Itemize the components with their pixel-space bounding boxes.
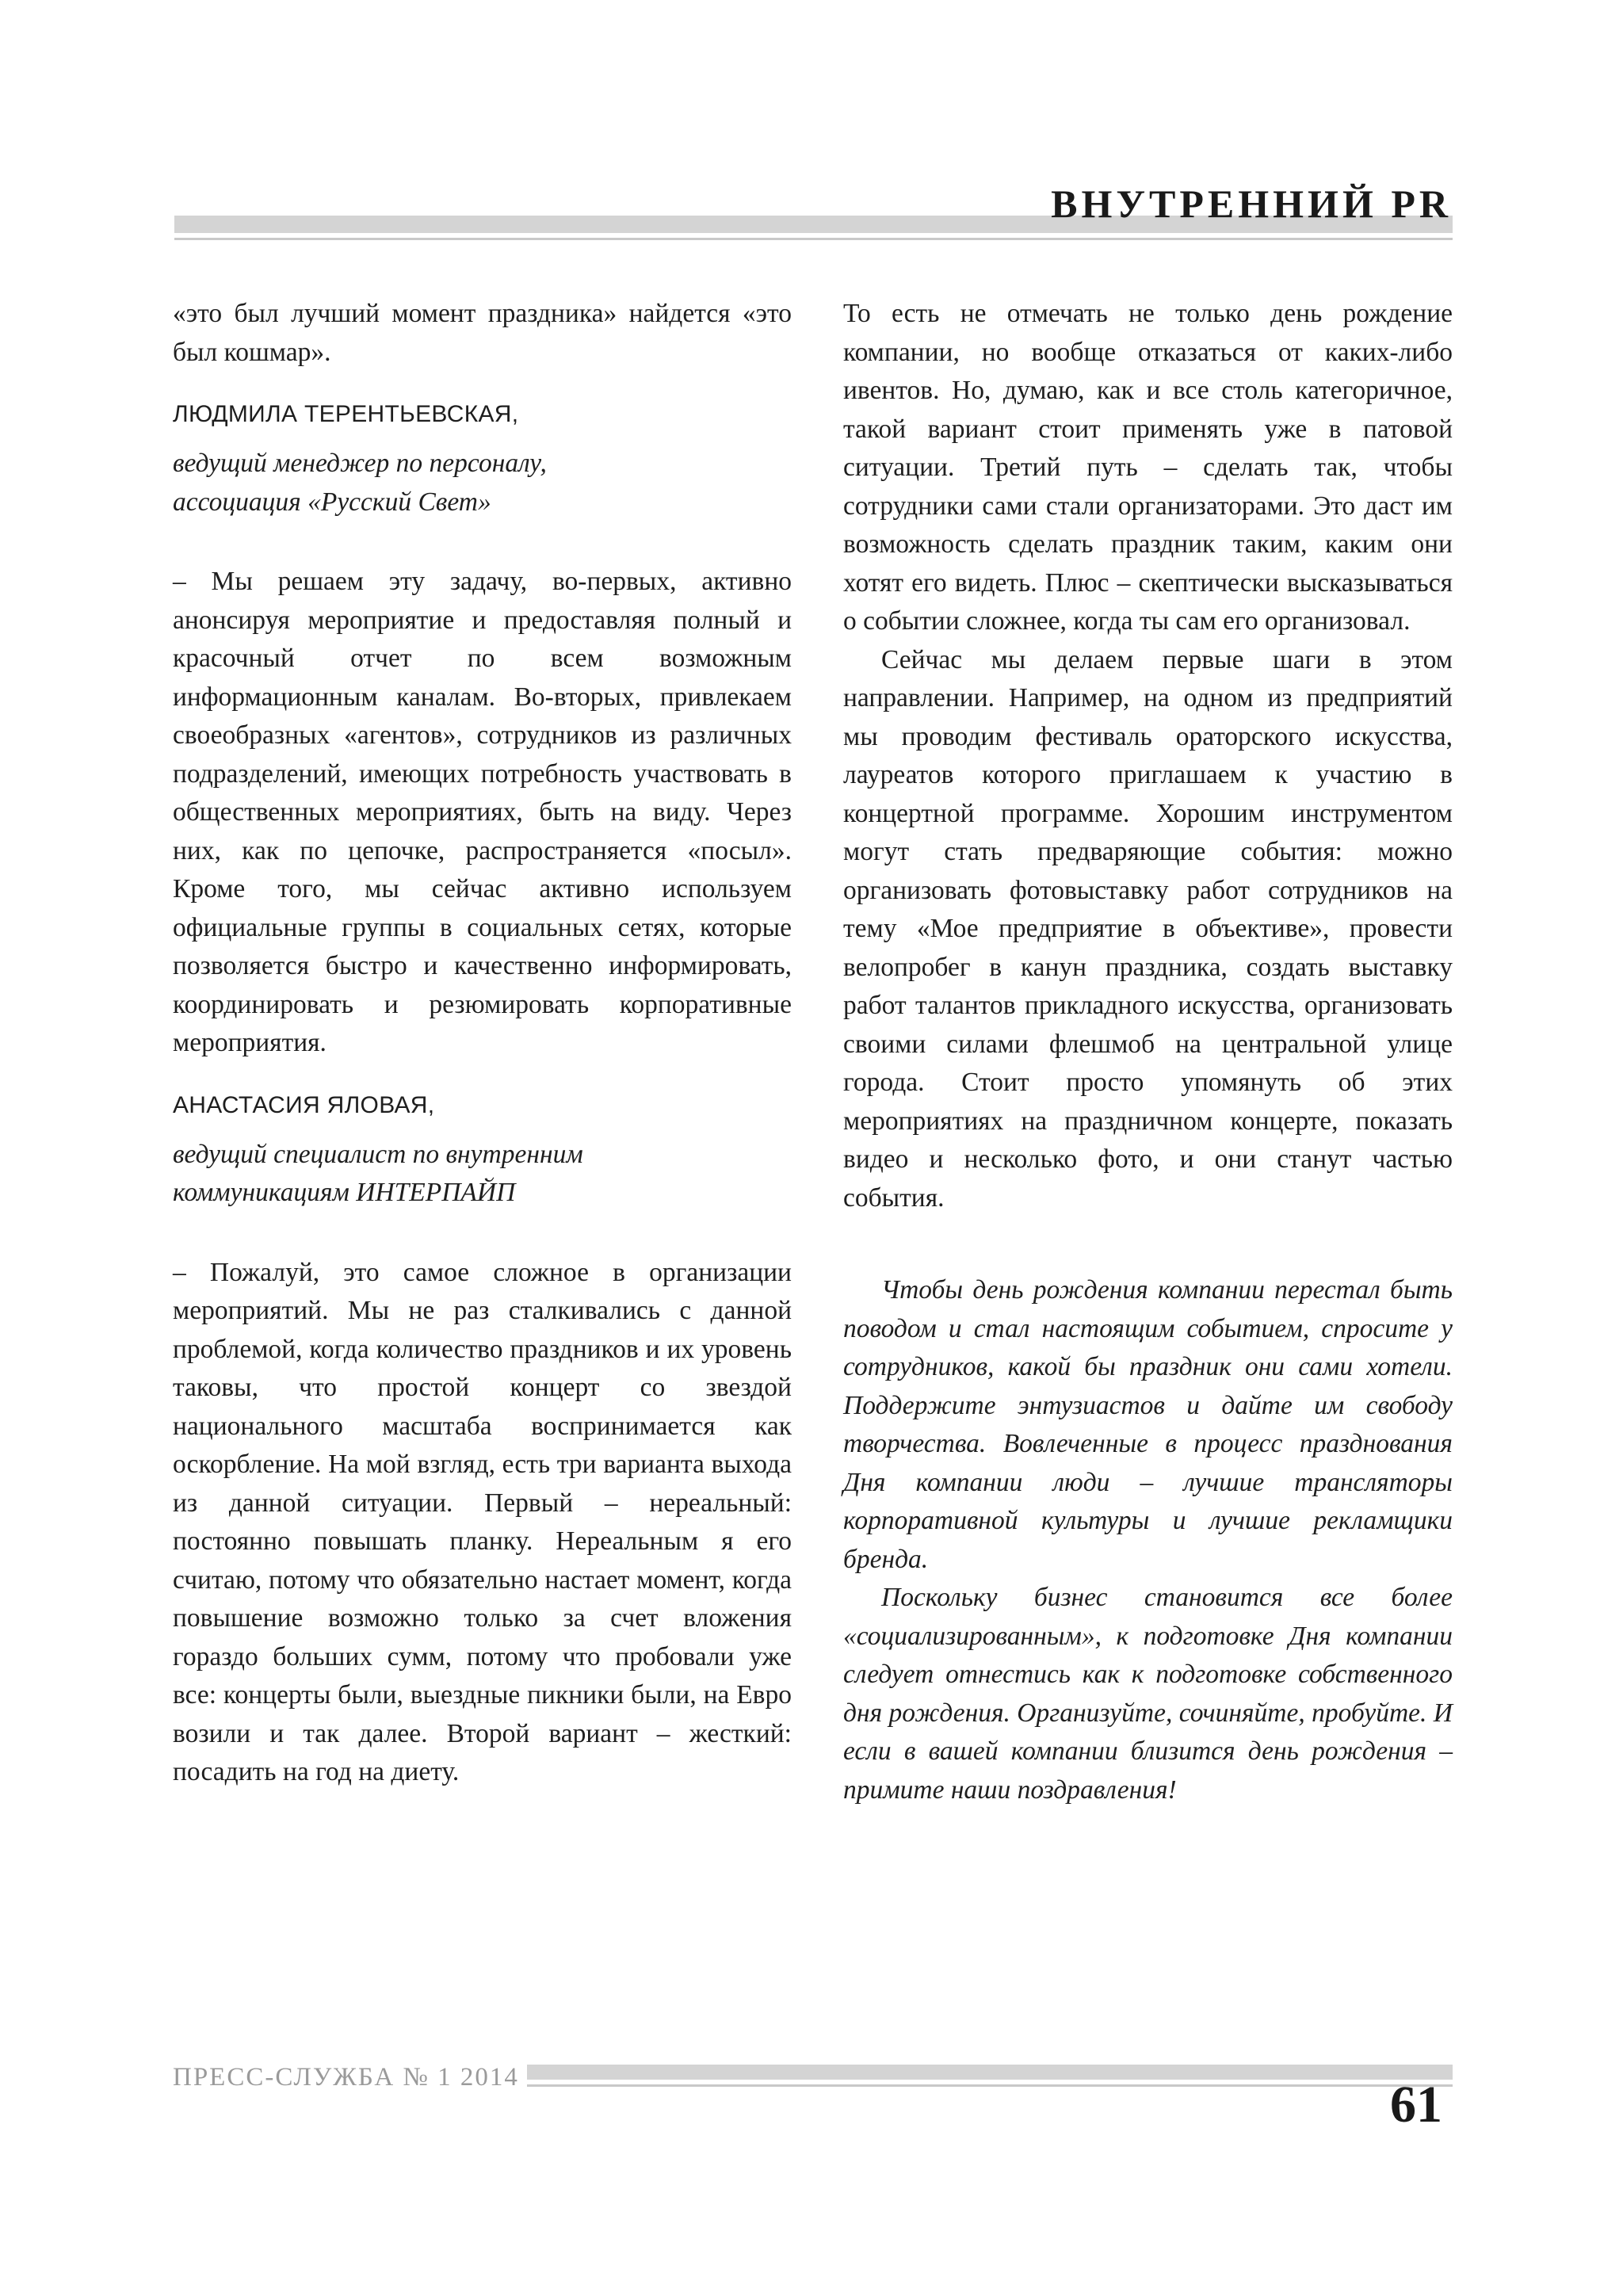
- conclusion-paragraph: Поскольку бизнес становится все более «социализированным», к подготовке Дня компании следует отнестись как к подготовке собственного дня рождения. Организуйте, сочиняйте, пробуйте. И если в вашей компании близится день рождения – примите наши поздравления!: [843, 1583, 1453, 1805]
- conclusion-paragraph: Чтобы день рождения компании перестал быть поводом и стал настоящим событием, спросите у сотрудников, какой бы праздник они сами хотели. Поддержите энтузиастов и дайте им свободу творчества. Вовлеченные в процесс празднования Дня компании люди – лучшие трансляторы корпоративной культуры и лучшие рекламщики бренда.: [843, 1275, 1453, 1574]
- speaker-role: ведущий менеджер по персоналу,: [173, 449, 547, 478]
- paragraph: «это был лучший момент праздника» найдется «это был кошмар».: [173, 299, 792, 367]
- paragraph: То есть не отмечать не только день рождение компании, но вообще отказаться от каких-либо ивентов. Но, думаю, как и все столь категоричное, такой вариант стоит применять уже в патовой ситуации. Третий путь – сделать так, чтобы сотрудники сами стали организаторами. Это даст им возможность сделать праздник таким, каким они хотят его видеть. Плюс – скептически высказываться о событии сложнее, когда ты сам его организовал.: [843, 299, 1453, 636]
- right-column: [843, 295, 1453, 1809]
- paragraph: Сейчас мы делаем первые шаги в этом направлении. Например, на одном из предприятий мы проводим фестиваль ораторского искусства, лауреатов которого приглашаем к участию в концертной программе. Хорошим инструментом могут стать предваряющие события: можно организовать фотовыставку работ сотрудников на тему «Мое предприятие в объективе», провести велопробег в канун праздника, создать выставку работ талантов прикладного искусства, организовать своими силами флешмоб на центральной улице города. Стоит просто упомянуть об этих мероприятиях на праздничном концерте, показать видео и несколько фото, и они станут частью события.: [843, 644, 1453, 1213]
- speaker-name: ЛЮДМИЛА ТЕРЕНТЬЕВСКАЯ,: [173, 401, 519, 427]
- section-title: ВНУТРЕННИЙ PR: [1051, 181, 1452, 226]
- speaker-role: коммуникациям ИНТЕРПАЙП: [173, 1178, 516, 1207]
- left-column: [173, 295, 792, 1792]
- publication-name: ПРЕСС-СЛУЖБА № 1 2014: [173, 2063, 527, 2092]
- header-rule: [174, 238, 1453, 240]
- speaker-role: ассоциация «Русский Свет»: [173, 487, 491, 517]
- page-number: 61: [1390, 2076, 1442, 2134]
- speaker-quote: – Мы решаем эту задачу, во-первых, активно анонсируя мероприятие и предоставляя полный и красочный отчет по всем возможным информационным каналам. Во-вторых, привлекаем своеобразных «агентов», сотрудников из различных подразделений, имеющих потребность участвовать в общественных мероприятиях, быть на виду. Через них, как по цепочке, распространяется «посыл». Кроме того, мы сейчас активно используем официальные группы в социальных сетях, которые позволяется быстро и качественно информировать, координировать и резюмировать корпоративные мероприятия.: [173, 567, 792, 1057]
- speaker-quote: – Пожалуй, это самое сложное в организации мероприятий. Мы не раз сталкивались с данной проблемой, когда количество праздников и их уровень таковы, что простой концерт со звездой национального масштаба воспринимается как оскорбление. На мой взгляд, есть три варианта выхода из данной ситуации. Первый – нереальный: постоянно повышать планку. Нереальным я его считаю, потому что обязательно настает момент, когда повышение возможно только за счет вложения гораздо больших сумм, потому что пробовали уже все: концерты были, выездные пикники были, на Евро возили и так далее. Второй вариант – жесткий: посадить на год на диету.: [173, 1257, 792, 1786]
- speaker-role: ведущий специалист по внутренним: [173, 1139, 583, 1169]
- speaker-name: АНАСТАСИЯ ЯЛОВАЯ,: [173, 1091, 435, 1118]
